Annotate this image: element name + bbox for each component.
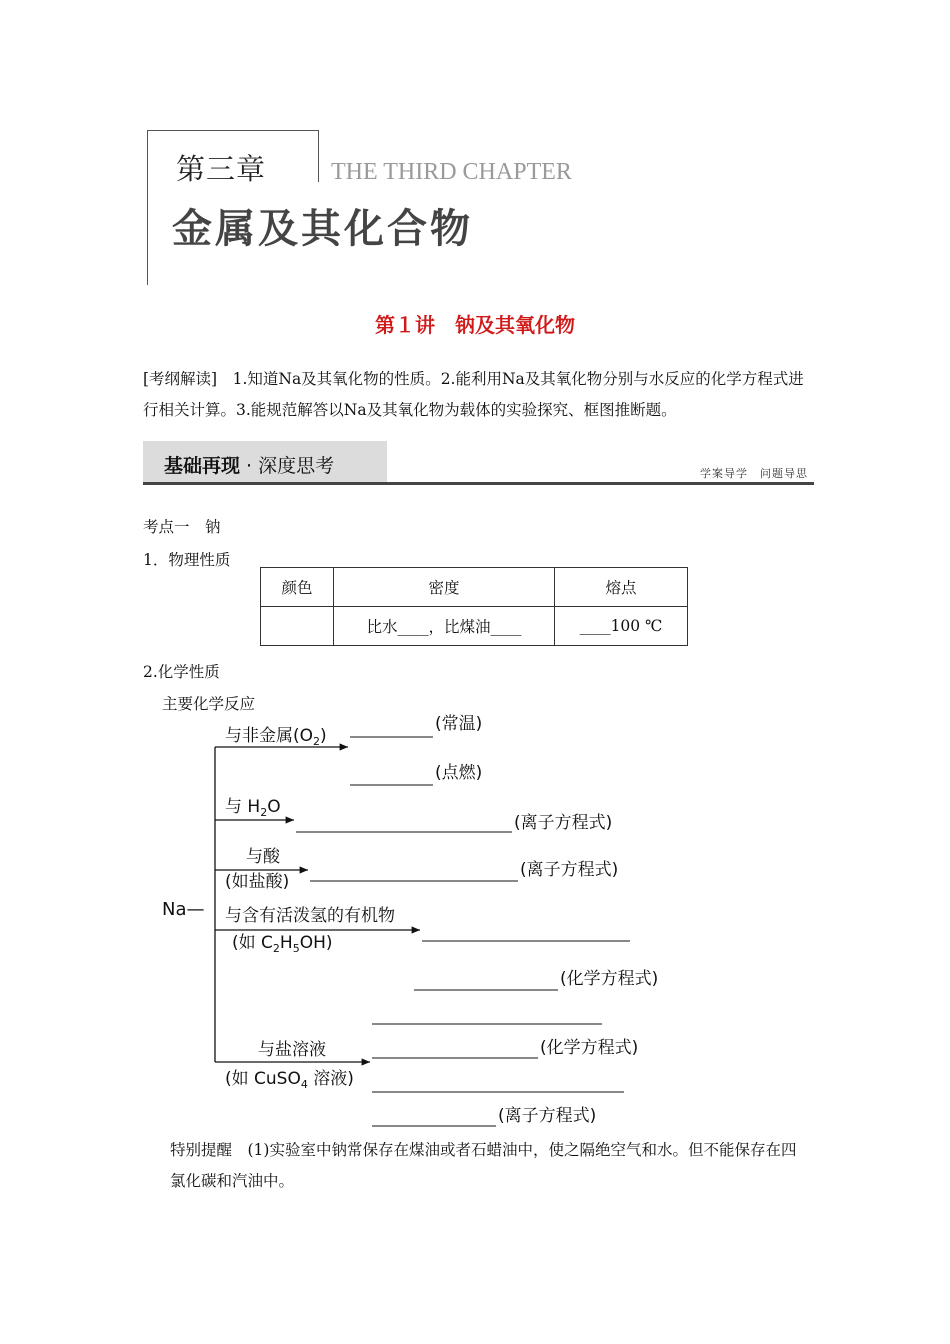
table-header-cell: 密度 [334, 568, 555, 607]
chemical-subheading: 主要化学反应 [162, 695, 256, 713]
table-cell-color [261, 607, 334, 646]
chapter-frame-right [318, 130, 319, 182]
chapter-title: 金属及其化合物 [172, 206, 473, 252]
table-header-cell: 熔点 [555, 568, 688, 607]
physical-properties-table [260, 567, 688, 646]
condition-ignition: (点燃) [435, 763, 483, 783]
banner-title-rest: · 深度思考 [240, 455, 335, 477]
table-cell-melting-point: ____100 ℃ [555, 607, 688, 646]
physical-heading: 1．物理性质 [143, 551, 231, 569]
lecture-title: 第１讲 钠及其氧化物 [375, 313, 575, 337]
branch-example-hcl: (如盐酸) [225, 872, 290, 892]
table-cell-density: 比水____，比煤油____ [334, 607, 555, 646]
section-banner-subtitle: 学案导学 问题导思 [700, 467, 808, 480]
section-banner-rule [143, 482, 814, 485]
table-header-row [261, 568, 688, 607]
chapter-frame-left [147, 130, 148, 285]
branch-label-acid: 与酸 [246, 847, 280, 867]
topic-heading: 考点一 钠 [143, 518, 221, 536]
equation-type-ionic: (离子方程式) [520, 860, 619, 880]
section-banner-title [164, 451, 334, 478]
equation-type-ionic: (离子方程式) [498, 1106, 597, 1126]
condition-room-temp: (常温) [435, 714, 483, 734]
equation-type-chemical: (化学方程式) [540, 1038, 639, 1058]
branch-label-water: 与 $H_2O$ [225, 797, 281, 819]
equation-type-chemical: (化学方程式) [560, 969, 659, 989]
banner-title-bold: 基础再现 [164, 455, 241, 477]
special-reminder: 特别提醒 (1)实验室中钠常保存在煤油或者石蜡油中，使之隔绝空气和水。但不能保存在四氯化碳和汽油中。 [170, 1141, 797, 1190]
exam-guide-paragraph: [考纲解读] 1.知道Na及其氧化物的性质。2.能利用Na及其氧化物分别与水反应的化学方程式进行相关计算。3.能规范解答以Na及其氧化物为载体的实验探究、框图推断题。 [143, 370, 804, 419]
chapter-frame-top [147, 130, 319, 131]
equation-type-ionic: (离子方程式) [514, 813, 613, 833]
chemical-heading: 2.化学性质 [143, 663, 220, 681]
branch-example-cuso4: (如 CuSO$_4$ 溶液) [225, 1069, 354, 1091]
branch-label-organic: 与含有活泼氢的有机物 [225, 906, 395, 926]
table-row [261, 607, 688, 646]
branch-example-ethanol: (如 $C_2H_5OH$) [232, 933, 333, 955]
table-header-cell: 颜色 [261, 568, 334, 607]
chapter-label: 第三章 [176, 152, 267, 186]
na-label: Na— [162, 899, 205, 920]
reaction-diagram [150, 705, 710, 1135]
chapter-english-title: THE THIRD CHAPTER [331, 159, 572, 185]
branch-label-o2: 与非金属$(O_2)$ [225, 726, 327, 748]
branch-label-salt: 与盐溶液 [258, 1040, 326, 1060]
